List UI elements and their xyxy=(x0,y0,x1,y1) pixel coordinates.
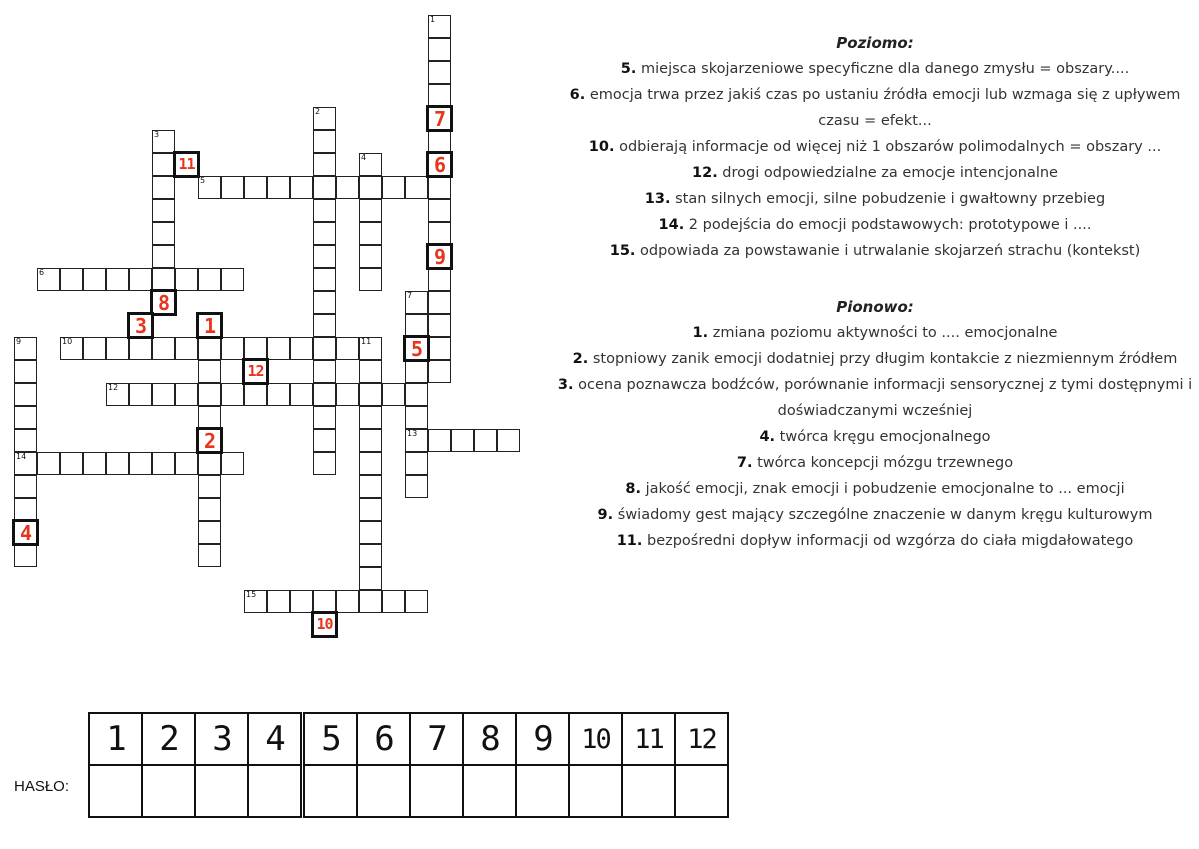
grid-cell[interactable] xyxy=(313,337,336,360)
grid-cell[interactable] xyxy=(198,268,221,291)
password-index-1: 1 xyxy=(89,713,142,765)
grid-cell[interactable] xyxy=(313,429,336,452)
clue-text: świadomy gest mający szczególne znaczenie w danym kręgu kulturowym xyxy=(613,507,1153,523)
grid-cell[interactable] xyxy=(428,314,451,337)
grid-cell[interactable] xyxy=(106,268,129,291)
grid-cell[interactable] xyxy=(221,176,244,199)
grid-cell[interactable] xyxy=(14,475,37,498)
grid-cell[interactable] xyxy=(359,268,382,291)
grid-cell[interactable] xyxy=(152,383,175,406)
grid-cell[interactable] xyxy=(359,544,382,567)
down-heading: Pionowo: xyxy=(836,298,914,316)
grid-cell[interactable] xyxy=(313,314,336,337)
clue-start-number: 14 xyxy=(16,452,27,461)
grid-cell[interactable] xyxy=(313,383,336,406)
grid-cell[interactable] xyxy=(359,222,382,245)
across-clue-12 xyxy=(555,160,1195,186)
grid-cell[interactable] xyxy=(428,360,451,383)
grid-cell[interactable] xyxy=(244,337,267,360)
down-clue-3 xyxy=(555,372,1195,424)
password-answer-cell-12[interactable] xyxy=(675,765,728,817)
grid-cell[interactable] xyxy=(14,406,37,429)
password-marker-cell-2[interactable]: 2 xyxy=(196,427,223,454)
grid-cell[interactable] xyxy=(129,452,152,475)
clue-number: 15. xyxy=(609,243,636,259)
clue-start-number: 11 xyxy=(361,337,372,346)
clue-start-number: 13 xyxy=(407,429,418,438)
password-index-9: 9 xyxy=(516,713,569,765)
grid-cell[interactable] xyxy=(313,406,336,429)
clue-text: twórca koncepcji mózgu trzewnego xyxy=(752,455,1014,471)
password-index-4: 4 xyxy=(248,713,303,765)
across-clue-5 xyxy=(555,56,1195,82)
grid-cell[interactable] xyxy=(428,130,451,153)
grid-cell[interactable] xyxy=(37,452,60,475)
grid-cell[interactable] xyxy=(106,337,129,360)
grid-cell[interactable] xyxy=(175,268,198,291)
clue-number: 8. xyxy=(625,481,642,497)
clue-number: 1. xyxy=(692,325,709,341)
grid-cell[interactable] xyxy=(405,291,428,314)
grid-cell[interactable] xyxy=(359,245,382,268)
clue-text: 2 podejścia do emocji podstawowych: prototypowe i .... xyxy=(684,217,1092,233)
grid-cell[interactable] xyxy=(359,521,382,544)
grid-cell[interactable] xyxy=(313,130,336,153)
clue-text: stopniowy zanik emocji dodatniej przy długim kontakcie z niezmiennym źródłem xyxy=(588,351,1178,367)
down-clue-4 xyxy=(555,424,1195,450)
grid-cell[interactable] xyxy=(359,498,382,521)
grid-cell[interactable] xyxy=(336,590,359,613)
grid-cell[interactable] xyxy=(14,452,37,475)
password-label: HASŁO: xyxy=(14,778,70,795)
grid-cell[interactable] xyxy=(14,498,37,521)
grid-cell[interactable] xyxy=(221,337,244,360)
password-marker-cell-5[interactable]: 5 xyxy=(403,335,430,362)
grid-cell[interactable] xyxy=(198,337,221,360)
password-marker-cell-3[interactable]: 3 xyxy=(127,312,154,339)
grid-cell[interactable] xyxy=(382,590,405,613)
clue-start-number: 6 xyxy=(39,268,45,277)
grid-cell[interactable] xyxy=(14,337,37,360)
down-clue-7 xyxy=(555,450,1195,476)
clue-text: odbierają informacje od więcej niż 1 obszarów polimodalnych = obszary ... xyxy=(614,139,1162,155)
grid-cell[interactable] xyxy=(290,176,313,199)
password-answer-cell-9[interactable] xyxy=(516,765,569,817)
clue-start-number: 10 xyxy=(62,337,73,346)
clue-start-number: 12 xyxy=(108,383,119,392)
clue-number: 7. xyxy=(736,455,753,471)
grid-cell[interactable] xyxy=(359,383,382,406)
grid-cell[interactable] xyxy=(359,337,382,360)
grid-cell[interactable] xyxy=(244,176,267,199)
grid-cell[interactable] xyxy=(198,383,221,406)
down-clue-list xyxy=(555,320,1195,554)
grid-cell[interactable] xyxy=(359,406,382,429)
grid-cell[interactable] xyxy=(313,590,336,613)
grid-cell[interactable] xyxy=(405,406,428,429)
grid-cell[interactable] xyxy=(83,268,106,291)
clue-text: emocja trwa przez jakiś czas po ustaniu źródła emocji lub wzmaga się z upływem czasu = efekt... xyxy=(585,87,1181,129)
grid-cell[interactable] xyxy=(198,498,221,521)
grid-cell[interactable] xyxy=(152,153,175,176)
grid-cell[interactable] xyxy=(267,383,290,406)
grid-cell[interactable] xyxy=(405,475,428,498)
grid-cell[interactable] xyxy=(290,337,313,360)
grid-cell[interactable] xyxy=(313,452,336,475)
grid-cell[interactable] xyxy=(336,176,359,199)
grid-cell[interactable] xyxy=(359,176,382,199)
password-answer-cell-7[interactable] xyxy=(410,765,463,817)
password-marker-cell-8[interactable]: 8 xyxy=(150,289,177,316)
grid-cell[interactable] xyxy=(474,429,497,452)
grid-cell[interactable] xyxy=(428,268,451,291)
clue-text: stan silnych emocji, silne pobudzenie i gwałtowny przebieg xyxy=(670,191,1106,207)
across-clue-14 xyxy=(555,212,1195,238)
grid-cell[interactable] xyxy=(198,521,221,544)
grid-cell[interactable] xyxy=(267,176,290,199)
grid-cell[interactable] xyxy=(198,176,221,199)
grid-cell[interactable] xyxy=(129,383,152,406)
across-clue-list xyxy=(555,56,1195,264)
password-index-12: 12 xyxy=(675,713,728,765)
grid-cell[interactable] xyxy=(175,383,198,406)
grid-cell[interactable] xyxy=(451,429,474,452)
clue-number: 9. xyxy=(597,507,614,523)
grid-cell[interactable] xyxy=(198,475,221,498)
clue-number: 11. xyxy=(616,533,643,549)
grid-cell[interactable] xyxy=(60,268,83,291)
grid-cell[interactable] xyxy=(359,567,382,590)
grid-cell[interactable] xyxy=(221,268,244,291)
grid-cell[interactable] xyxy=(359,475,382,498)
password-marker-cell-1[interactable]: 1 xyxy=(196,312,223,339)
grid-cell[interactable] xyxy=(60,337,83,360)
password-marker-cell-12[interactable]: 12 xyxy=(242,358,269,385)
grid-cell[interactable] xyxy=(221,452,244,475)
clue-text: drogi odpowiedzialne za emocje intencjonalne xyxy=(717,165,1058,181)
grid-cell[interactable] xyxy=(244,383,267,406)
clue-start-number: 7 xyxy=(407,291,413,300)
down-clue-9 xyxy=(555,502,1195,528)
clue-start-number: 5 xyxy=(200,176,206,185)
password-answer-row xyxy=(89,765,728,817)
password-index-8: 8 xyxy=(463,713,516,765)
grid-cell[interactable] xyxy=(405,176,428,199)
grid-cell[interactable] xyxy=(359,590,382,613)
password-index-5: 5 xyxy=(303,713,358,765)
grid-cell[interactable] xyxy=(175,337,198,360)
clue-number: 6. xyxy=(569,87,586,103)
grid-cell[interactable] xyxy=(313,222,336,245)
password-answer-cell-10[interactable] xyxy=(569,765,622,817)
clue-number: 3. xyxy=(557,377,574,393)
grid-cell[interactable] xyxy=(267,590,290,613)
crossword-grid xyxy=(0,0,560,700)
grid-cell[interactable] xyxy=(359,153,382,176)
clue-text: jakość emocji, znak emocji i pobudzenie emocjonalne to ... emocji xyxy=(641,481,1125,497)
grid-cell[interactable] xyxy=(359,429,382,452)
grid-cell[interactable] xyxy=(405,383,428,406)
grid-cell[interactable] xyxy=(175,452,198,475)
grid-cell[interactable] xyxy=(129,268,152,291)
grid-cell[interactable] xyxy=(313,245,336,268)
grid-cell[interactable] xyxy=(405,360,428,383)
grid-cell[interactable] xyxy=(152,199,175,222)
password-answer-cell-1[interactable] xyxy=(89,765,142,817)
across-heading: Poziomo: xyxy=(836,34,914,52)
grid-cell[interactable] xyxy=(313,268,336,291)
grid-cell[interactable] xyxy=(428,176,451,199)
clue-number: 5. xyxy=(620,61,637,77)
grid-cell[interactable] xyxy=(405,314,428,337)
clue-start-number: 3 xyxy=(154,130,160,139)
grid-cell[interactable] xyxy=(428,38,451,61)
password-index-3: 3 xyxy=(195,713,248,765)
password-marker-cell-4[interactable]: 4 xyxy=(12,519,39,546)
grid-cell[interactable] xyxy=(267,337,290,360)
grid-cell[interactable] xyxy=(428,222,451,245)
grid-cell[interactable] xyxy=(152,452,175,475)
grid-cell[interactable] xyxy=(198,452,221,475)
grid-cell[interactable] xyxy=(428,15,451,38)
clue-start-number: 9 xyxy=(16,337,22,346)
grid-cell[interactable] xyxy=(405,452,428,475)
grid-cell[interactable] xyxy=(83,337,106,360)
password-marker-cell-9[interactable]: 9 xyxy=(426,243,453,270)
grid-cell[interactable] xyxy=(221,383,244,406)
clues-panel xyxy=(555,34,1195,554)
grid-cell[interactable] xyxy=(106,383,129,406)
grid-cell[interactable] xyxy=(313,199,336,222)
grid-cell[interactable] xyxy=(106,452,129,475)
grid-cell[interactable] xyxy=(359,199,382,222)
grid-cell[interactable] xyxy=(428,429,451,452)
password-index-7: 7 xyxy=(410,713,463,765)
down-clue-2 xyxy=(555,346,1195,372)
grid-cell[interactable] xyxy=(405,429,428,452)
clue-number: 10. xyxy=(588,139,615,155)
grid-cell[interactable] xyxy=(313,107,336,130)
grid-cell[interactable] xyxy=(290,383,313,406)
clue-text: ocena poznawcza bodźców, porównanie informacji sensorycznej z tymi dostępnymi i doświadczanymi wcześniej xyxy=(573,377,1193,419)
clue-text: bezpośredni dopływ informacji od wzgórza do ciała migdałowatego xyxy=(642,533,1134,549)
down-clue-11 xyxy=(555,528,1195,554)
grid-cell[interactable] xyxy=(428,61,451,84)
clue-text: zmiana poziomu aktywności to .... emocjonalne xyxy=(708,325,1058,341)
grid-cell[interactable] xyxy=(405,590,428,613)
grid-cell[interactable] xyxy=(382,383,405,406)
password-index-2: 2 xyxy=(142,713,195,765)
grid-cell[interactable] xyxy=(336,383,359,406)
clue-number: 14. xyxy=(658,217,685,233)
grid-cell[interactable] xyxy=(313,176,336,199)
clue-text: miejsca skojarzeniowe specyficzne dla danego zmysłu = obszary.... xyxy=(636,61,1130,77)
clue-number: 2. xyxy=(572,351,589,367)
password-answer-cell-2[interactable] xyxy=(142,765,195,817)
grid-cell[interactable] xyxy=(152,130,175,153)
grid-cell[interactable] xyxy=(83,452,106,475)
grid-cell[interactable] xyxy=(359,452,382,475)
clue-start-number: 1 xyxy=(430,15,436,24)
grid-cell[interactable] xyxy=(152,268,175,291)
password-answer-cell-4[interactable] xyxy=(248,765,303,817)
password-marker-cell-11[interactable]: 11 xyxy=(173,151,200,178)
password-number-row xyxy=(89,713,728,765)
password-answer-cell-8[interactable] xyxy=(463,765,516,817)
password-answer-cell-5[interactable] xyxy=(303,765,358,817)
clue-number: 12. xyxy=(692,165,718,181)
grid-cell[interactable] xyxy=(313,291,336,314)
grid-cell[interactable] xyxy=(14,429,37,452)
grid-cell[interactable] xyxy=(37,268,60,291)
down-clue-8 xyxy=(555,476,1195,502)
grid-cell[interactable] xyxy=(336,337,359,360)
grid-cell[interactable] xyxy=(198,544,221,567)
across-clue-13 xyxy=(555,186,1195,212)
password-marker-cell-10[interactable]: 10 xyxy=(311,611,338,638)
grid-cell[interactable] xyxy=(428,84,451,107)
clue-text: odpowiada za powstawanie i utrwalanie skojarzeń strachu (kontekst) xyxy=(635,243,1141,259)
password-answer-cell-11[interactable] xyxy=(622,765,675,817)
clue-number: 13. xyxy=(644,191,671,207)
grid-cell[interactable] xyxy=(60,452,83,475)
grid-cell[interactable] xyxy=(290,590,313,613)
clue-start-number: 4 xyxy=(361,153,367,162)
grid-cell[interactable] xyxy=(152,337,175,360)
password-answer-cell-3[interactable] xyxy=(195,765,248,817)
grid-cell[interactable] xyxy=(244,590,267,613)
grid-cell[interactable] xyxy=(152,222,175,245)
grid-cell[interactable] xyxy=(198,406,221,429)
grid-cell[interactable] xyxy=(152,245,175,268)
clue-start-number: 15 xyxy=(246,590,257,599)
grid-cell[interactable] xyxy=(313,153,336,176)
password-marker-cell-7[interactable]: 7 xyxy=(426,105,453,132)
password-marker-cell-6[interactable]: 6 xyxy=(426,151,453,178)
across-clue-6 xyxy=(555,82,1195,134)
clue-text: twórca kręgu emocjonalnego xyxy=(775,429,991,445)
grid-cell[interactable] xyxy=(428,337,451,360)
password-index-10: 10 xyxy=(569,713,622,765)
grid-cell[interactable] xyxy=(14,360,37,383)
grid-cell[interactable] xyxy=(313,360,336,383)
password-index-6: 6 xyxy=(357,713,410,765)
grid-cell[interactable] xyxy=(359,360,382,383)
down-clue-1 xyxy=(555,320,1195,346)
grid-cell[interactable] xyxy=(382,176,405,199)
password-table xyxy=(88,712,729,818)
grid-cell[interactable] xyxy=(428,291,451,314)
grid-cell[interactable] xyxy=(152,176,175,199)
grid-cell[interactable] xyxy=(14,383,37,406)
grid-cell[interactable] xyxy=(497,429,520,452)
grid-cell[interactable] xyxy=(198,360,221,383)
across-clue-10 xyxy=(555,134,1195,160)
grid-cell[interactable] xyxy=(129,337,152,360)
grid-cell[interactable] xyxy=(14,544,37,567)
password-index-11: 11 xyxy=(622,713,675,765)
across-clue-15 xyxy=(555,238,1195,264)
clue-start-number: 2 xyxy=(315,107,321,116)
clue-number: 4. xyxy=(759,429,776,445)
password-answer-cell-6[interactable] xyxy=(357,765,410,817)
grid-cell[interactable] xyxy=(428,199,451,222)
